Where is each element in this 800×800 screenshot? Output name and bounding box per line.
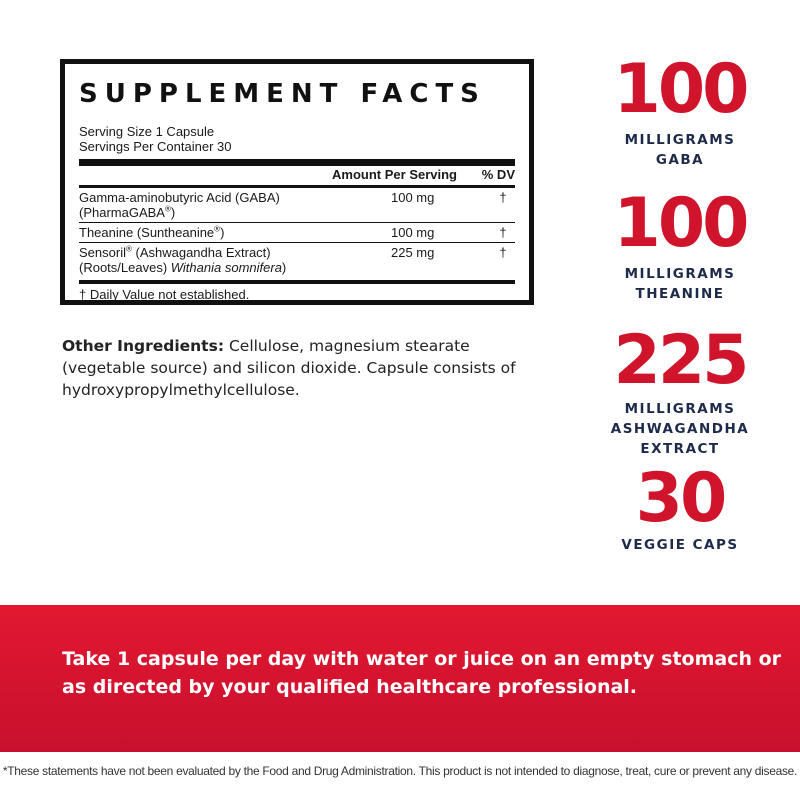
other-ingredients-label: Other Ingredients: [62,337,225,355]
stat-label [585,130,775,170]
stats-column [585,50,775,555]
nutrient-name [79,245,391,275]
nutrient-name-part: ) [220,225,225,240]
nutrient-name-part: Theanine (Suntheanine [79,225,215,240]
end-rule [79,280,515,284]
nutrient-amount: 100 mg [391,190,435,205]
botanical-name: Withania somnifera [170,260,282,275]
supplement-facts-panel [60,59,534,305]
stat-number: 225 [613,321,747,400]
registered-mark: ® [214,224,221,234]
facts-row-theanine [79,222,515,242]
stat-veggie-caps [585,459,775,538]
nutrient-dv: † [499,225,507,240]
stat-label [585,535,775,555]
nutrient-name-part: (Roots/Leaves) [79,260,171,275]
registered-mark: ® [164,204,171,214]
stat-gaba [585,50,775,130]
nutrient-name-line: Gamma-aminobutyric Acid (GABA) [79,190,280,205]
nutrient-amount: 100 mg [391,225,435,240]
nutrient-name-part: (Ashwagandha Extract) [131,245,271,260]
header-amount-per-serving: Amount Per Serving [332,167,457,182]
servings-per-container: Servings Per Container 30 [79,139,232,154]
nutrient-name-line [79,205,391,220]
nutrient-dv: † [499,190,507,205]
facts-row-gaba [79,188,515,222]
stat-number: 30 [635,459,725,538]
stat-number: 100 [613,184,747,263]
other-ingredients [62,335,532,401]
serving-info [79,124,515,154]
stat-ashwagandha [585,321,775,400]
stat-label [585,399,775,459]
registered-mark: ® [125,244,132,254]
dv-footnote: † Daily Value not established. [79,287,250,302]
stat-label-line: VEGGIE CAPS [621,537,739,553]
facts-title: SUPPLEMENT FACTS [79,79,486,109]
nutrient-name-line [79,260,391,275]
nutrient-name [79,225,391,240]
fda-disclaimer: *These statements have not been evaluated by the Food and Drug Administration. This product is not intended to diagnose, treat, cure or prevent any disease. [2,764,798,778]
stat-label-line: EXTRACT [640,441,720,457]
serving-size: Serving Size 1 Capsule [79,124,215,139]
nutrient-name-part: (PharmaGABA [79,205,165,220]
stat-label-line: GABA [655,152,705,168]
stat-label-line: MILLIGRAMS [624,401,736,417]
header-dv: % DV [481,167,515,182]
stat-label-line: THEANINE [635,286,725,302]
nutrient-name-line [79,245,391,260]
stat-label-line: ASHWAGANDHA [610,421,750,437]
stat-theanine [585,184,775,264]
other-ingredients-text: Cellulose, magnesium stearate (vegetable source) and silicon dioxide. Capsule consists of hydroxypropylmethylcellulose. [62,337,516,399]
stat-label-line: MILLIGRAMS [624,266,736,282]
nutrient-name-part: Sensoril [79,245,126,260]
nutrient-name-part: ) [281,260,287,275]
nutrient-dv: † [499,245,507,260]
stat-label [585,264,775,304]
facts-header-row [79,166,515,185]
nutrient-name-part: ) [170,205,176,220]
nutrient-name [79,190,391,220]
stat-label-line: MILLIGRAMS [624,132,736,148]
facts-row-sensoril [79,242,515,277]
directions-text: Take 1 capsule per day with water or juice on an empty stomach or as directed by your qualified healthcare professional. [62,648,782,698]
thick-rule [79,159,515,166]
nutrient-amount: 225 mg [391,245,435,260]
stat-number: 100 [613,50,747,129]
